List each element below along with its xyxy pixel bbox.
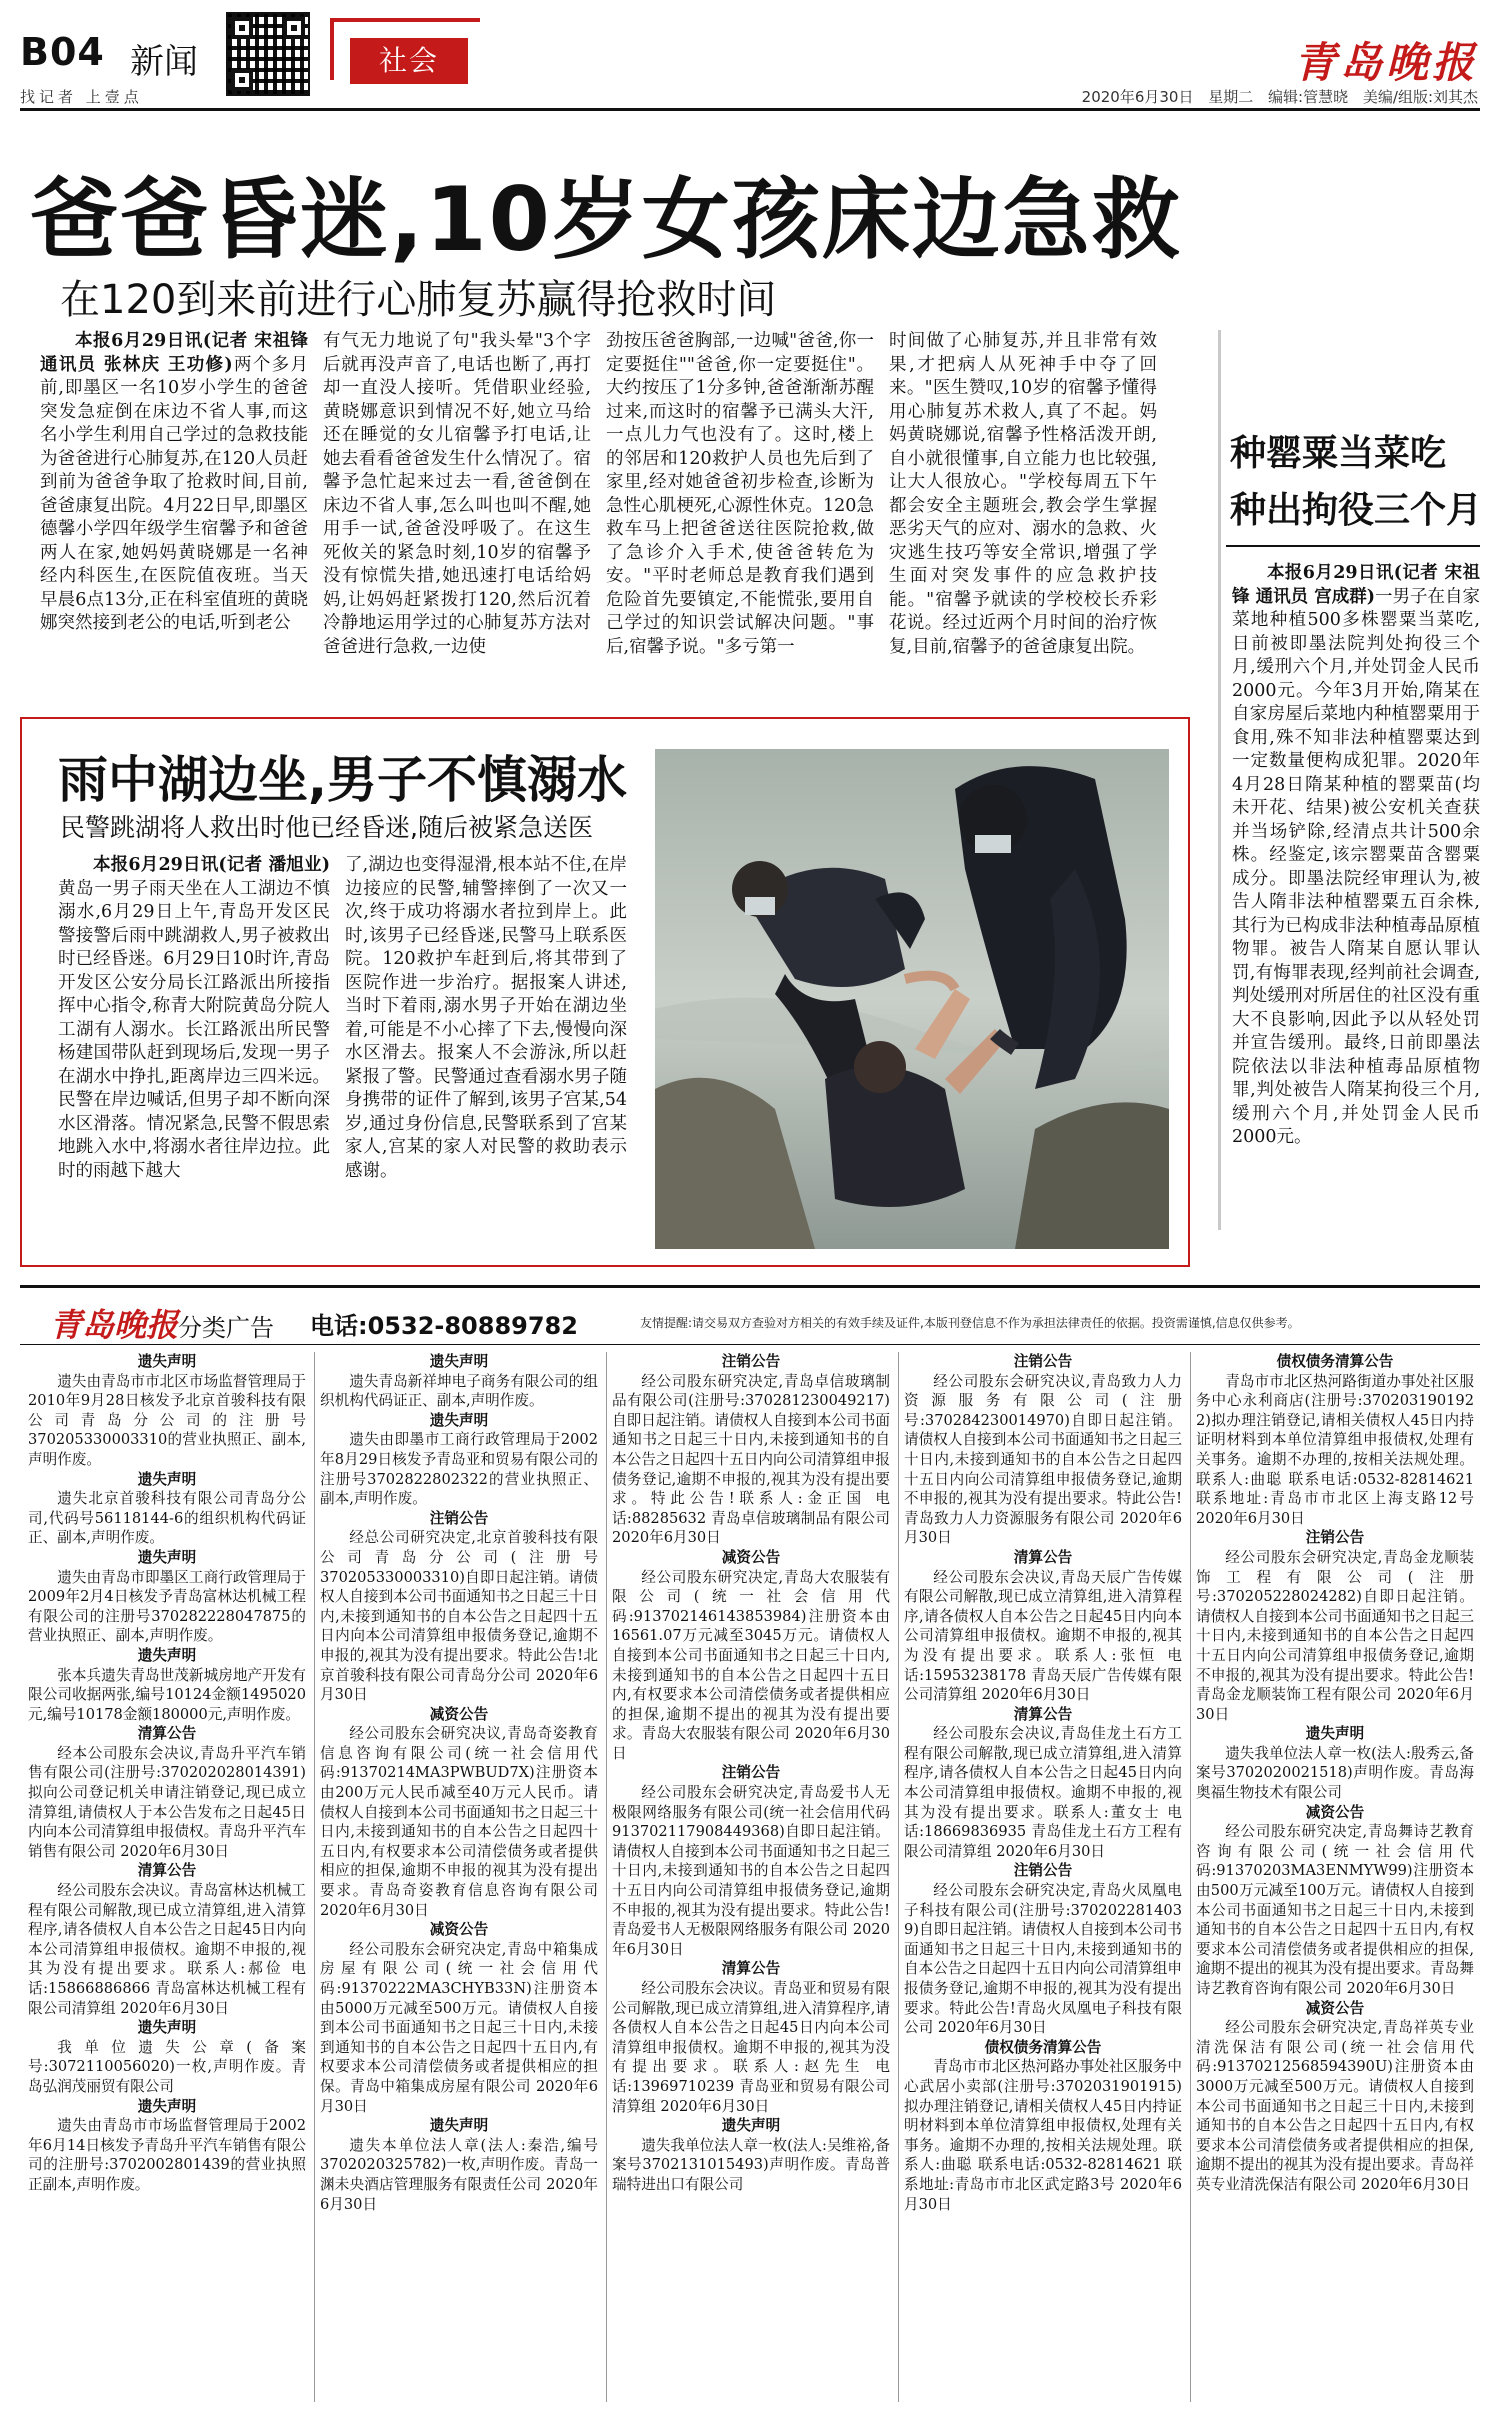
classified-ad-title: 注销公告 (1305, 1529, 1365, 1547)
classified-ad-body: 遗失由青岛市即墨区工商行政管理局于2009年2月4日核发予青岛富林达机械工程有限公司的注册号370282228047875的营业执照正、副本,声明作废。 (28, 1568, 306, 1645)
classified-ad (320, 1705, 598, 1921)
classified-ad (28, 1548, 306, 1646)
dateline (1082, 86, 1478, 107)
classified-ad-body: 遗失我单位法人章一枚(法人:殷秀云,备案号3702020021518)声明作废。青岛海奥福生物技术有限公司 (1196, 1744, 1474, 1802)
classified-ad-title: 注销公告 (429, 1509, 489, 1527)
drowning-story-text-2: 了,湖边也变得湿滑,根本站不住,在岸边接应的民警,辅警摔倒了一次又一次,终于成功将溺水者拉到岸上。此时,该男子已经昏迷,民警马上联系医院。120救护车赶到后,将其带到了医院作进一步治疗。据报案人讲述,当时下着雨,溺水男子开始在湖边坐着,可能是不小心摔了下去,慢慢向深水区滑去。报案人不会游泳,所以赶紧报了警。民警通过查看溺水男子随身携带的证件了解到,该男子宫某,54岁,通过身份信息,民警联系到了宫某家人,宫某的家人对民警的救助表示感谢。 (345, 855, 627, 1181)
classified-ad (28, 1646, 306, 1724)
classified-ad-title: 遗失声明 (429, 1353, 489, 1370)
issue-date: 2020年6月30日 (1081, 88, 1194, 106)
main-story-lead: 本报6月29日讯(记者 宋祖锋 通讯员 张林庆 王功修) (40, 331, 308, 375)
classified-ad-title: 减资公告 (1305, 1803, 1365, 1821)
designer-credit: 美编/组版:刘其杰 (1362, 88, 1478, 106)
classified-disclaimer: 友情提醒:请交易双方查验对方相关的有效手续及证件,本版刊登信息不作为承担法律责任的依据。投资需谨慎,信息仅供参考。 (640, 1316, 1300, 1330)
classified-ad-title: 遗失声明 (137, 1548, 197, 1566)
classified-phone: 电话:0532-80889782 (310, 1312, 578, 1340)
classified-ad-body: 经公司股东会研究决定,青岛祥英专业清洗保洁有限公司(统一社会信用代码:91370212568594390U)注册资本由3000万元减至500万元。请债权人自接到本公司书面通知书之日起三十日内,未接到通知书的自本公告之日起四十五日内,有权要求本公司清偿债务或者提供相应的担保,逾期不提出的视其为没有提出要求。青岛祥英专业清洗保洁有限公司 2020年6月30日 (1196, 2019, 1474, 2193)
classified-column-5 (1196, 1352, 1474, 2402)
classified-ad (28, 1861, 306, 2018)
editor-credit: 编辑:管慧晓 (1268, 88, 1349, 106)
classified-ad (1196, 1352, 1474, 1528)
classified-ad (904, 1352, 1182, 1548)
rescue-photo (655, 749, 1169, 1249)
classified-ad (320, 2116, 598, 2214)
classified-ad-title: 减资公告 (1305, 1999, 1365, 2017)
classified-ad-title: 遗失声明 (721, 2117, 781, 2135)
classified-ad (28, 1352, 306, 1470)
classified-ad-body: 遗失我单位法人章一枚(法人:吴维裕,备案号3702131015493)声明作废。青岛普瑞特进出口有限公司 (612, 2136, 890, 2193)
classified-ad-body: 我单位遗失公章(备案号:3072110056020)一枚,声明作废。青岛弘润茂丽贸有限公司 (28, 2038, 306, 2095)
main-story-column-3 (606, 330, 874, 700)
section-name: 新闻 (130, 42, 198, 82)
classified-ad-body: 经公司股东会研究决定,青岛爱书人无极限网络服务有限公司(统一社会信用代码913702117908449368)自即日起注销。请债权人自接到本公司书面通知书之日起三十日内,未接到通知书的自本公告之日起四十五日内向公司清算组申报债务登记,逾期不申报的,视其为没有提出要求。特此公告!青岛爱书人无极限网络服务有限公司 2020年6月30日 (612, 1784, 890, 1958)
classified-ad-body: 遗失由即墨市工商行政管理局于2002年8月29日核发予青岛亚和贸易有限公司的注册号370282280​2322的营业执照正、副本,声明作废。 (320, 1431, 598, 1508)
classified-ad-title: 清算公告 (1013, 1548, 1073, 1566)
classified-ad-body: 遗失北京首骏科技有限公司青岛分公司,代码号56118144-6的组织机构代码证正、副本,声明作废。 (28, 1490, 306, 1547)
page-number: B04 (20, 30, 105, 74)
classified-ad-body: 经本公司股东会决议,青岛升平汽车销售有限公司(注册号:370202028014391)拟向公司登记机关申请注销登记,现已成立清算组,请债权人于本公告发布之日起45日内向本公司清算组申报债权。青岛升平汽车销售有限公司 2020年6月30日 (28, 1744, 306, 1860)
classified-ad-body: 经公司股东会研究决定,青岛中箱集成房屋有限公司(统一社会信用代码:91370222MA3CHYB33N)注册资本由5000万元减至500万元。请债权人自接到本公司书面通知书之日起三十日内,未接到通知书的自本公告之日起四十五日内,有权要求本公司清偿债务或者提供相应的担保。青岛中箱集成房屋有限公司 2020年6月30日 (320, 1940, 598, 2115)
classified-ad-body: 经公司股东会决议。青岛富林达机械工程有限公司解散,现已成立清算组,进入清算程序,请各债权人自本公告之日起45日内向本公司清算组申报债权。逾期不申报的,视其为没有提出要求。联系人:郝俭 电话:15866886866 青岛富林达机械工程有限公司清算组 2020年6月30日 (28, 1882, 306, 2017)
classified-ad (320, 1352, 598, 1411)
classified-ad (612, 1352, 890, 1548)
classified-ad-body: 经公司股东会研究决定,青岛火凤凰电子科技有限公司(注册号:370202281403​9)自即日起注销。请债权人自接到本公司书面通知书之日起三十日内,未接到通知书的自本公告之日起四十五日内向公司清算组申报债务登记,逾期不申报的,视其为没有提出要求。特此公告!青岛火凤凰电子科技有限公司 2020年6月30日 (904, 1882, 1182, 2037)
classified-label: 分类广告 (178, 1314, 275, 1342)
classified-logo: 青岛晚报 (50, 1306, 179, 1344)
classified-ad-title: 遗失声明 (137, 1353, 197, 1370)
classified-ad (28, 2097, 306, 2195)
classified-ad-body: 经公司股东研究决定,青岛卓信玻璃制品有限公司(注册号:37028123004921​7)自即日起注销。请债权人自接到本公司书面通知书之日起三十日内,未接到通知书的自本公告之日起四十五日内向公司清算组申报债务登记,逾期不申报的,视其为没有提出要求。特此公告!联系人:金正国 电话:88285632 青岛卓信玻璃制品有限公司 2020年6月30日 (612, 1372, 890, 1547)
classified-ad (904, 2038, 1182, 2214)
classified-ad-title: 减资公告 (721, 1548, 781, 1566)
classified-ad-body: 青岛市市北区热河路街道办事处社区服务中心永利商店(注册号:370203190192​2)拟办理注销登记,请相关债权人45日内持证明材料到本单位清算组申报债权,处理有关事务。逾期不办理的,按相关法规处理。联系人:曲聪 联系电话:0532-82814621 联系地址:青岛市市北区上海支路12号 2020年6月30日 (1196, 1372, 1474, 1527)
classified-ad-title: 遗失声明 (1305, 1725, 1365, 1743)
classified-column-divider (314, 1352, 315, 2402)
drowning-headline: 雨中湖边坐,男子不慎溺水 (58, 751, 627, 809)
classified-ad (28, 2018, 306, 2096)
classified-ad-body: 遗失青岛新祥坤电子商务有限公司的组织机构代码证正、副本,声明作废。 (320, 1372, 598, 1410)
classified-ad (612, 2116, 890, 2194)
side-headline-rule (1226, 545, 1480, 547)
classified-ad-title: 清算公告 (1013, 1705, 1073, 1723)
section-tag: 社会 (350, 38, 468, 84)
side-story-text: 一男子在自家菜地种植500多株罂粟当菜吃,日前被即墨法院判处拘役三个月,缓刑六个月,并处罚金人民币2000元。今年3月开始,隋某在自家房屋后菜地内种植罂粟用于食用,殊不知非法种植罂粟达到一定数量便构成犯罪。2020年4月28日隋某种植的罂粟苗(均未开花、结果)被公安机关查获并当场铲除,经清点共计500余株。经鉴定,该宗罂粟苗含罂粟成分。即墨法院经审理认为,被告人隋非法种植罂粟五百余株,其行为已构成非法种植毒品原植物罪。被告人隋某自愿认罪认罚,有悔罪表现,经判前社会调查,判处缓刑对所居住的社区没有重大不良影响,因此予以从轻处罚并宣告缓刑。最终,日前即墨法院依法以非法种植毒品原植物罪,判处被告人隋某拘役三个月,缓刑六个月,并处罚金人民币2000元。 (1232, 586, 1480, 1147)
classified-column-4 (904, 1352, 1182, 2402)
side-story-body (1232, 562, 1480, 1222)
classified-ad-body: 经公司股东研究决定,青岛大农服装有限公司(统一社会信用代码:91370214614385​3984)注册资本由16561.07万元减至3045万元。请债权人自接到本公司书面通知书之日起三十日内,未接到通知书的自本公告之日起四十五日内,有权要求本公司清偿债务或者提供相应的担保,逾期不提出的视其为没有提出要求。青岛大农服装有限公司 2020年6月30日 (612, 1568, 890, 1762)
main-story-column-4 (889, 330, 1157, 700)
classified-ad (320, 1509, 598, 1705)
main-story-text-1: 两个多月前,即墨区一名10岁小学生的爸爸突发急症倒在床边不省人事,而这名小学生利用自己学过的急救技能为爸爸进行心肺复苏,在120人员赶到前为爸爸争取了抢救时间,目前,爸爸康复出院。4月22日早,即墨区德馨小学四年级学生宿馨予和爸爸两人在家,她妈妈黄晓娜是一名神经内科医生,在医院值夜班。当天早晨6点13分,正在科室值班的黄晓娜突然接到老公的电话,听到老公 (40, 354, 308, 633)
classified-header-rule (20, 1344, 1480, 1345)
classified-ad (1196, 1803, 1474, 1999)
drowning-story-lead: 本报6月29日讯(记者 潘旭业) (93, 855, 330, 875)
issue-weekday: 星期二 (1208, 88, 1254, 106)
classified-ad-title: 债权债务清算公告 (984, 2038, 1102, 2056)
classified-ad-title: 注销公告 (721, 1764, 781, 1782)
classified-ad (28, 1724, 306, 1861)
classified-column-3 (612, 1352, 890, 2402)
classified-column-2 (320, 1352, 598, 2402)
main-story-text-4: 时间做了心肺复苏,并且非常有效果,才把病人从死神手中夺了回来。"医生赞叹,10岁的宿馨予懂得用心肺复苏术救人,真了不起。妈妈黄晓娜说,宿馨予性格活泼开朗,自小就很懂事,自立能力也比较强,让大人很放心。"学校每周五下午都会安全主题班会,教会学生掌握恶劣天气的应对、溺水的急救、火灾逃生技巧等安全常识,增强了学生面对突发事件的应急救护技能。"宿馨予就读的学校校长乔彩花说。经过近两个月时间的治疗恢复,目前,宿馨予的爸爸康复出院。 (889, 331, 1157, 657)
classified-ad-body: 经公司股东会研究决议,青岛奇姿教育信息咨询有限公司(统一社会信用代码:91370214MA3PWBUD7X)注册资本由200万元人民币减至40万元人民币。请债权人自接到本公司书面通知书之日起三十日内,未接到通知书的自本公告之日起四十五日内,有权要求本公司清偿债务或者提供相应的担保,逾期不申报的视其为没有提出要求。青岛奇姿教育信息咨询有限公司 2020年6月30日 (320, 1725, 598, 1919)
classified-ad (612, 1959, 890, 2116)
classified-ad-title: 减资公告 (429, 1921, 489, 1939)
drowning-subheadline: 民警跳湖将人救出时他已经昏迷,随后被紧急送医 (60, 813, 593, 842)
classified-ad-body: 遗失本单位法人章(法人:秦浩,编号3702020325782)一枚,声明作废。青岛一渊未央酒店管理服务有限责任公司 2020年6月30日 (320, 2136, 598, 2213)
classified-brand (50, 1300, 274, 1346)
drowning-story-text-1: 黄岛一男子雨天坐在人工湖边不慎溺水,6月29日上午,青岛开发区民警接警后雨中跳湖救人,男子被救出时已经昏迷。6月29日10时许,青岛开发区公安分局长江路派出所接指挥中心指令,称青大附院黄岛分院人工湖有人溺水。长江路派出所民警杨建国带队赶到现场后,发现一男子在湖水中挣扎,距离岸边三四米远。民警在岸边喊话,但男子却不断向深水区滑落。情况紧急,民警不假思索地跳入水中,将溺水者往岸边拉。此时的雨越下越大 (58, 878, 330, 1181)
classified-ad-title: 注销公告 (1013, 1353, 1073, 1370)
main-story-column-2 (323, 330, 591, 700)
classified-ad (320, 1920, 598, 2116)
classified-ad-body: 经公司股东会研究决议,青岛致力人力资源服务有限公司(注册号:370284230014970)自即日起注销。请债权人自接到本公司书面通知书之日起三十日内,未接到通知书的自本公告之日起四十五日内向公司清算组申报债务登记,逾期不申报的,视其为没有提出要求。特此公告!青岛致力人力资源服务有限公司 2020年6月30日 (904, 1372, 1182, 1547)
classified-ad-body: 青岛市市北区热河路办事处社区服务中心武居小卖部(注册号:370203190191​5)拟办理注销登记,请相关债权人45日内持证明材料到本单位清算组申报债权,处理有关事务。逾期不办理的,按相关法规处理。联系人:曲聪 联系电话:0532-82814621 联系地址:青岛市市北区武定路3号 2020年6月30日 (904, 2058, 1182, 2213)
main-headline: 爸爸昏迷,10岁女孩床边急救 (30, 168, 1182, 271)
classified-ad-title: 清算公告 (137, 1862, 197, 1880)
classified-ad-title: 注销公告 (721, 1353, 781, 1370)
newspaper-logo: 青岛晚报 (1293, 38, 1478, 87)
classified-ad (612, 1763, 890, 1959)
classified-column-divider (898, 1352, 899, 2402)
classified-ad-title: 债权债务清算公告 (1276, 1353, 1394, 1370)
rescue-photo-illustration (655, 749, 1169, 1249)
classified-ad (904, 1705, 1182, 1862)
masthead-rule (20, 108, 1480, 111)
classified-ad-title: 清算公告 (721, 1960, 781, 1978)
classified-ad (612, 1548, 890, 1764)
classified-ad (904, 1548, 1182, 1705)
classified-ad-body: 经公司股东会决议,青岛佳龙土石方工程有限公司解散,现已成立清算组,进入清算程序,请各债权人自本公告之日起45日内向本公司清算组申报债权。逾期不申报的,视其为没有提出要求。联系人:董女士 电话:18669836935 青岛佳龙土石方工程有限公司清算组 2020年6月30日 (904, 1725, 1182, 1860)
classified-ad-body: 张本兵遗失青岛世茂新城房地产开发有限公司收据两张,编号10124金额1495020元,编号10178金额180000元,声明作废。 (28, 1666, 306, 1723)
classified-ad (1196, 1724, 1474, 1802)
classified-ad-body: 经公司股东会决议。青岛亚和贸易有限公司解散,现已成立清算组,进入清算程序,请各债权人自本公告之日起45日内向本公司清算组申报债权。逾期不申报的,视其为没有提出要求。联系人:赵先生 电话:13969710239 青岛亚和贸易有限公司清算组 2020年6月30日 (612, 1980, 890, 2115)
classified-ad-title: 遗失声明 (137, 2097, 197, 2115)
classified-ad-title: 遗失声明 (429, 1411, 489, 1429)
classified-ad-body: 经公司股东会决议,青岛天辰广告传媒有限公司解散,现已成立清算组,进入清算程序,请各债权人自本公告之日起45日内向本公司清算组申报债权。逾期不申报的,视其为没有提出要求。联系人:张恒 电话:15953238178 青岛天辰广告传媒有限公司清算组 2020年6月30日 (904, 1568, 1182, 1704)
main-story-text-3: 劲按压爸爸胸部,一边喊"爸爸,你一定要挺住""爸爸,你一定要挺住"。大约按压了1分多钟,爸爸渐渐苏醒过来,而这时的宿馨予已满头大汗,一点儿力气也没有了。这时,楼上的邻居和120救护人员也先后到了家里,经对她爸爸初步检查,诊断为急性心肌梗死,心源性休克。120急救车马上把爸爸送往医院抢救,做了急诊介入手术,使爸爸转危为安。"平时老师总是教育我们遇到危险首先要镇定,不能慌张,要用自己学过的知识尝试解决问题。"事后,宿馨予说。"多亏第一 (606, 331, 874, 657)
classified-ad-title: 遗失声明 (137, 1470, 197, 1488)
side-story-lead: 本报6月29日讯(记者 宋祖锋 通讯员 宫成群) (1232, 563, 1480, 607)
classified-ad-title: 遗失声明 (137, 1646, 197, 1664)
classified-ad (1196, 1999, 1474, 2195)
classified-ad-title: 减资公告 (429, 1705, 489, 1723)
drowning-story-column-2 (345, 854, 627, 1254)
classified-ad-body: 经公司股东会研究决定,青岛金龙顺装饰工程有限公司(注册号:370205228024282)自即日起注销。请债权人自接到本公司书面通知书之日起三十日内,未接到通知书的自本公告之日起四十五日内向公司清算组申报债务登记,逾期不申报的,视其为没有提出要求。特此公告!青岛金龙顺装饰工程有限公司 2020年6月30日 (1196, 1548, 1474, 1723)
classified-column-divider (1190, 1352, 1191, 2402)
classified-top-rule (20, 1285, 1480, 1288)
classified-ad-title: 注销公告 (1013, 1862, 1073, 1880)
main-subheadline: 在120到来前进行心肺复苏赢得抢救时间 (60, 277, 777, 323)
drowning-story-column-1 (58, 854, 330, 1254)
classified-column-1 (28, 1352, 306, 2402)
classified-ad-title: 遗失声明 (137, 2019, 197, 2037)
side-headline-line-2: 种出拘役三个月 (1230, 490, 1483, 531)
classified-ad (320, 1411, 598, 1509)
main-story-column-1 (40, 330, 308, 700)
main-story-text-2: 有气无力地说了句"我头晕"3个字后就再没声音了,电话也断了,再打却一直没人接听。凭借职业经验,黄晓娜意识到情况不好,她立马给还在睡觉的女儿宿馨予打电话,让她去看看爸爸发生什么情况了。宿馨予急忙起来过去一看,爸爸倒在床边不省人事,怎么叫也叫不醒,她用手一试,爸爸没呼吸了。在这生死攸关的紧急时刻,10岁的宿馨予没有惊慌失措,她迅速打电话给妈妈,让妈妈赶紧拨打120,然后沉着冷静地运用学过的心肺复苏方法对爸爸进行急救,一边使 (323, 331, 591, 657)
classified-ad-title: 清算公告 (137, 1725, 197, 1743)
side-headline-line-1: 种罂粟当菜吃 (1230, 433, 1447, 474)
classified-ad-body: 遗失由青岛市市北区市场监督管理局于2010年9月28日核发予北京首骏科技有限公司青岛分公司的注册号370205330003310的营业执照正、副本,声明作废。 (28, 1372, 306, 1468)
classified-ad-body: 经总公司研究决定,北京首骏科技有限公司青岛分公司(注册号370205330003310)自即日起注销。请债权人自接到本公司书面通知书之日起三十日内,未接到通知书的自本公告之日起四十五日内向本公司清算组申报债务登记,逾期不申报的,视其为没有提出要求。特此公告!北京首骏科技有限公司青岛分公司 2020年6月30日 (320, 1529, 598, 1704)
classified-ad-body: 经公司股东研究决定,青岛舞诗艺教育咨询有限公司(统一社会信用代码:91370203MA3ENMYW99)注册资本由500万元减至100万元。请债权人自接到本公司书面通知书之日起三十日内,未接到通知书的自本公告之日起四十五日内,有权要求本公司清偿债务或者提供相应的担保,逾期不提出的视其为没有提出要求。青岛舞诗艺教育咨询有限公司 2020年6月30日 (1196, 1823, 1474, 1997)
side-divider (1218, 330, 1221, 1230)
classified-ad (1196, 1528, 1474, 1724)
classified-ad (28, 1470, 306, 1548)
classified-ad-body: 遗失由青岛市市场监督管理局于2002年6月14日核发予青岛升平汽车销售有限公司的注册号:370200280143​9的营业执照正副本,声明作废。 (28, 2117, 306, 2193)
qr-code-icon[interactable] (226, 12, 310, 96)
classified-ad (904, 1861, 1182, 2037)
classified-column-divider (606, 1352, 607, 2402)
classified-ad-title: 遗失声明 (429, 2117, 489, 2135)
slogan: 找记者 上壹点 (20, 88, 143, 106)
